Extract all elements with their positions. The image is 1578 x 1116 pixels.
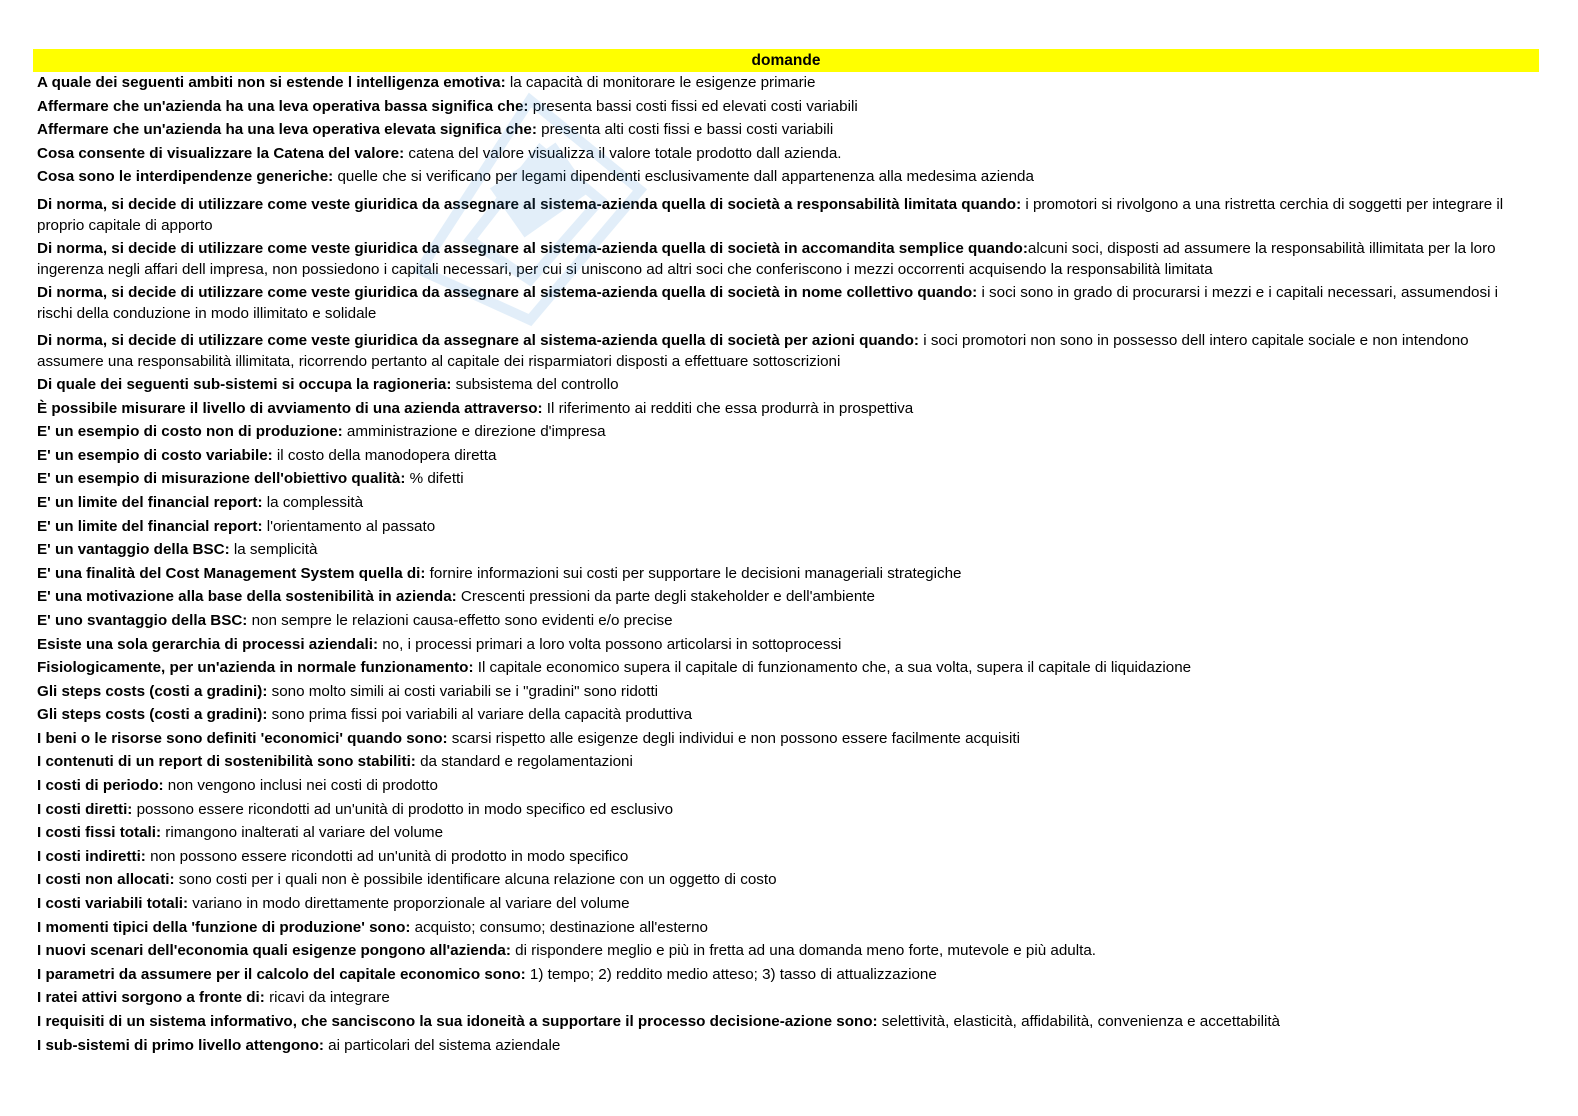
question-row bbox=[33, 893, 1539, 917]
answer-text: presenta alti costi fissi e bassi costi variabili bbox=[536, 121, 834, 139]
question-row bbox=[33, 374, 1539, 398]
answer-text: rimangono inalterati al variare del volume bbox=[161, 824, 444, 842]
answer-text: scarsi rispetto alle esigenze degli individui e non possono essere facilmente acquisiti bbox=[447, 729, 1020, 747]
question-text: Esiste una sola gerarchia di processi aziendali: bbox=[37, 635, 379, 653]
answer-text: i promotori si rivolgono a una ristretta cerchia di soggetti per integrare il proprio capitale di apporto bbox=[37, 195, 1504, 234]
question-text: I contenuti di un report di sostenibilità sono stabiliti: bbox=[37, 753, 416, 771]
question-text: E' un limite del financial report: bbox=[37, 493, 263, 511]
question-row bbox=[33, 492, 1539, 516]
answer-text: sono costi per i quali non è possibile identificare alcuna relazione con un oggetto di costo bbox=[174, 871, 777, 889]
question-row bbox=[33, 751, 1539, 775]
question-text: E' un esempio di costo non di produzione: bbox=[37, 423, 343, 441]
question-row bbox=[33, 119, 1539, 143]
answer-text: non sempre le relazioni causa-effetto sono evidenti e/o precise bbox=[247, 611, 673, 629]
question-text: Gli steps costs (costi a gradini): bbox=[37, 682, 268, 700]
answer-text: ai particolari del sistema aziendale bbox=[323, 1036, 561, 1054]
answer-text: la complessità bbox=[262, 493, 364, 511]
question-row bbox=[33, 869, 1539, 893]
question-row bbox=[33, 72, 1539, 96]
question-text: Cosa sono le interdipendenze generiche: bbox=[37, 168, 334, 186]
answer-text: ricavi da integrare bbox=[264, 989, 390, 1007]
question-row bbox=[33, 940, 1539, 964]
question-row bbox=[33, 987, 1539, 1011]
sheet-header: domande bbox=[33, 49, 1539, 72]
answer-text: l'orientamento al passato bbox=[262, 517, 436, 535]
question-row bbox=[33, 445, 1539, 469]
answer-text: possono essere ricondotti ad un'unità di prodotto in modo specifico ed esclusivo bbox=[132, 800, 674, 818]
question-text: I ratei attivi sorgono a fronte di: bbox=[37, 989, 265, 1007]
answer-text: i soci sono in grado di procurarsi i mezzi e i capitali necessari, assumendosi i rischi della conduzione in modo illimitato e solidale bbox=[37, 283, 1499, 322]
question-row bbox=[33, 1035, 1539, 1059]
question-text: E' un esempio di costo variabile: bbox=[37, 446, 273, 464]
question-row bbox=[33, 238, 1539, 282]
question-text: E' un vantaggio della BSC: bbox=[37, 541, 230, 559]
answer-text: di rispondere meglio e più in fretta ad una domanda meno forte, mutevole e più adulta. bbox=[510, 942, 1097, 960]
question-text: I requisiti di un sistema informativo, che sanciscono la sua idoneità a supportare il processo decisione-azione sono: bbox=[37, 1013, 878, 1030]
answer-text: la semplicità bbox=[229, 541, 318, 559]
answer-text: la capacità di monitorare le esigenze primarie bbox=[505, 74, 816, 91]
question-text: E' uno svantaggio della BSC: bbox=[37, 611, 248, 629]
answer-text: presenta bassi costi fissi ed elevati costi variabili bbox=[528, 97, 858, 115]
question-row bbox=[33, 166, 1539, 190]
answer-text: 1) tempo; 2) reddito medio atteso; 3) tasso di attualizzazione bbox=[525, 965, 937, 983]
question-text: Affermare che un'azienda ha una leva operativa bassa significa che: bbox=[37, 97, 529, 115]
question-row bbox=[33, 775, 1539, 799]
question-row bbox=[33, 143, 1539, 167]
answer-text: non possono essere ricondotti ad un'unità di prodotto in modo specifico bbox=[145, 847, 629, 865]
question-text: I costi variabili totali: bbox=[37, 895, 189, 913]
question-row bbox=[33, 846, 1539, 870]
question-text: I sub-sistemi di primo livello attengono: bbox=[37, 1036, 324, 1054]
question-row bbox=[33, 634, 1539, 658]
answer-text: Crescenti pressioni da parte degli stakeholder e dell'ambiente bbox=[456, 588, 875, 606]
question-row bbox=[33, 96, 1539, 120]
question-text: Fisiologicamente, per un'azienda in normale funzionamento: bbox=[37, 659, 474, 677]
question-text: I nuovi scenari dell'economia quali esigenze pongono all'azienda: bbox=[37, 942, 511, 960]
question-text: E' un limite del financial report: bbox=[37, 517, 263, 535]
question-row bbox=[33, 586, 1539, 610]
question-row bbox=[33, 421, 1539, 445]
answer-text: quelle che si verificano per legami dipendenti esclusivamente dall appartenenza alla medesima azienda bbox=[333, 168, 1034, 186]
question-text: I parametri da assumere per il calcolo del capitale economico sono: bbox=[37, 965, 526, 983]
question-text: A quale dei seguenti ambiti non si estende l intelligenza emotiva: bbox=[37, 74, 506, 91]
answer-text: catena del valore visualizza il valore totale prodotto dall azienda. bbox=[404, 144, 842, 162]
question-row bbox=[33, 539, 1539, 563]
answer-text: variano in modo direttamente proporzionale al variare del volume bbox=[188, 895, 630, 913]
question-text: E' un esempio di misurazione dell'obiettivo qualità: bbox=[37, 470, 406, 488]
question-row bbox=[33, 799, 1539, 823]
answer-text: sono prima fissi poi variabili al variare della capacità produttiva bbox=[267, 706, 693, 724]
answer-text: subsistema del controllo bbox=[451, 375, 619, 393]
question-row bbox=[33, 728, 1539, 752]
question-text: I costi diretti: bbox=[37, 800, 133, 818]
question-text: Affermare che un'azienda ha una leva operativa elevata significa che: bbox=[37, 121, 537, 139]
question-text: Di norma, si decide di utilizzare come veste giuridica da assegnare al sistema-azienda quella di società in nome collettivo quando: bbox=[37, 283, 978, 301]
question-row bbox=[33, 398, 1539, 422]
question-row bbox=[33, 657, 1539, 681]
question-text: Gli steps costs (costi a gradini): bbox=[37, 706, 268, 724]
question-text: Di norma, si decide di utilizzare come veste giuridica da assegnare al sistema-azienda quella di società a responsabilità limitata quando: bbox=[37, 195, 1022, 213]
answer-text: alcuni soci, disposti ad assumere la responsabilità illimitata per la loro ingerenza negli affari dell impresa, non possiedono i capitali necessari, per cui si uniscono ad altri soci che conferiscono i mezzi occorrenti acquisendo la responsabilità limitata bbox=[37, 239, 1496, 278]
answer-text: acquisto; consumo; destinazione all'esterno bbox=[410, 918, 708, 936]
answer-text: i soci promotori non sono in possesso dell intero capitale sociale e non intendono assumere una responsabilità illimitata, ricorrendo pertanto al capitale dei risparmiatori disposti a effettuare sottoscrizioni bbox=[37, 331, 1469, 370]
question-text: E' una motivazione alla base della sostenibilità in azienda: bbox=[37, 588, 457, 606]
question-text: I momenti tipici della 'funzione di produzione' sono: bbox=[37, 918, 411, 936]
question-text: Di norma, si decide di utilizzare come veste giuridica da assegnare al sistema-azienda quella di società in accomandita semplice quando: bbox=[37, 239, 1028, 257]
question-text: E' una finalità del Cost Management System quella di: bbox=[37, 564, 426, 582]
question-text: I beni o le risorse sono definiti 'economici' quando sono: bbox=[37, 729, 448, 747]
question-sheet bbox=[33, 49, 1539, 1058]
question-row bbox=[33, 822, 1539, 846]
answer-text: amministrazione e direzione d'impresa bbox=[342, 423, 606, 441]
question-row bbox=[33, 563, 1539, 587]
question-row bbox=[33, 704, 1539, 728]
question-row bbox=[33, 194, 1539, 238]
question-row bbox=[33, 681, 1539, 705]
question-row bbox=[33, 468, 1539, 492]
question-row bbox=[33, 917, 1539, 941]
question-row bbox=[33, 282, 1539, 326]
answer-text: % difetti bbox=[405, 470, 464, 488]
question-row bbox=[33, 516, 1539, 540]
question-text: È possibile misurare il livello di avviamento di una azienda attraverso: bbox=[37, 399, 543, 417]
answer-text: no, i processi primari a loro volta possono articolarsi in sottoprocessi bbox=[378, 635, 842, 653]
question-text: Di norma, si decide di utilizzare come veste giuridica da assegnare al sistema-azienda quella di società per azioni quando: bbox=[37, 331, 919, 349]
answer-text: selettività, elasticità, affidabilità, convenienza e accettabilità bbox=[877, 1013, 1280, 1030]
question-text: Di quale dei seguenti sub-sistemi si occupa la ragioneria: bbox=[37, 375, 452, 393]
answer-text: fornire informazioni sui costi per supportare le decisioni manageriali strategiche bbox=[425, 564, 962, 582]
question-text: I costi non allocati: bbox=[37, 871, 175, 889]
answer-text: sono molto simili ai costi variabili se i "gradini" sono ridotti bbox=[267, 682, 659, 700]
question-text: I costi indiretti: bbox=[37, 847, 146, 865]
question-row bbox=[33, 964, 1539, 988]
question-text: Cosa consente di visualizzare la Catena del valore: bbox=[37, 144, 405, 162]
answer-text: il costo della manodopera diretta bbox=[272, 446, 497, 464]
answer-text: da standard e regolamentazioni bbox=[415, 753, 633, 771]
question-text: I costi di periodo: bbox=[37, 777, 164, 795]
answer-text: Il capitale economico supera il capitale di funzionamento che, a sua volta, supera il capitale di liquidazione bbox=[473, 659, 1192, 677]
question-row bbox=[33, 1011, 1539, 1035]
answer-text: non vengono inclusi nei costi di prodotto bbox=[163, 777, 438, 795]
question-row bbox=[33, 610, 1539, 634]
question-row bbox=[33, 330, 1539, 374]
question-list bbox=[33, 72, 1539, 1058]
answer-text: Il riferimento ai redditi che essa produrrà in prospettiva bbox=[542, 399, 914, 417]
question-text: I costi fissi totali: bbox=[37, 824, 162, 842]
